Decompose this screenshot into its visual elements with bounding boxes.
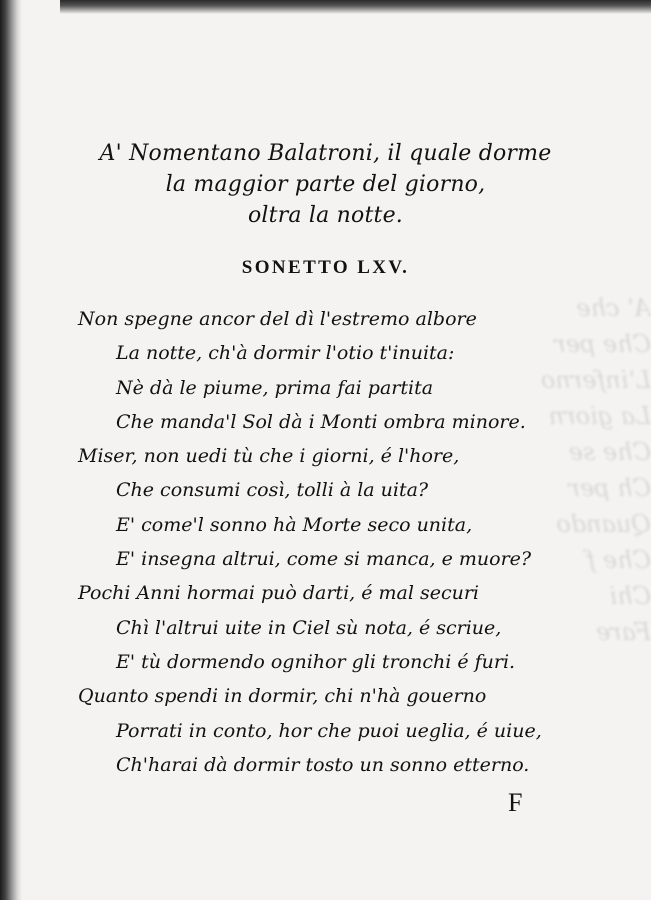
signature-mark: F — [508, 788, 523, 817]
verse-10: Chì l'altrui uite in Ciel sù nota, é scriue, — [116, 616, 502, 639]
sonnet-body — [78, 302, 548, 782]
verse-1: Non spegne ancor del dì l'estremo albore — [78, 308, 477, 330]
verse-5: Miser, non uedi tù che i giorni, é l'hore, — [78, 445, 460, 468]
bleed-through-text: A' che Che per L'inferno La giorn Che se Ch per Quando Che f Chi Fare — [540, 294, 651, 646]
heading-line-2: la maggior parte del giorno, — [165, 172, 486, 197]
page-binding-shadow — [0, 0, 22, 900]
heading-line-3: oltra la notte. — [247, 203, 403, 228]
verse-9: Pochi Anni hormai può darti, é mal securi — [78, 582, 479, 605]
verse-3: Nè dà le piume, prima fai partita — [116, 376, 434, 399]
verse-11: E' tù dormendo ognihor gli tronchi é furi. — [116, 650, 516, 673]
verse-4: Che manda'l Sol dà i Monti ombra minore. — [116, 410, 526, 433]
heading-line-1: A' Nomentano Balatroni, il quale dorme — [99, 141, 552, 166]
dedication-heading — [0, 138, 651, 231]
verse-7: E' come'l sonno hà Morte seco unita, — [116, 513, 473, 536]
verse-2: La notte, ch'à dormir l'otio t'inuita: — [116, 342, 455, 365]
verse-8: E' insegna altrui, come si manca, e muore? — [116, 548, 532, 571]
verse-6: Che consumi così, tolli à la uita? — [116, 479, 429, 502]
verse-13: Porrati in conto, hor che puoi ueglia, é uiue, — [116, 719, 542, 742]
page-top-edge — [60, 0, 651, 14]
verse-12: Quanto spendi in dormir, chi n'hà gouerno — [78, 685, 487, 708]
sonnet-title: SONETTO LXV. — [241, 257, 410, 278]
verse-14: Ch'harai dà dormir tosto un sonno etterno. — [116, 753, 530, 776]
